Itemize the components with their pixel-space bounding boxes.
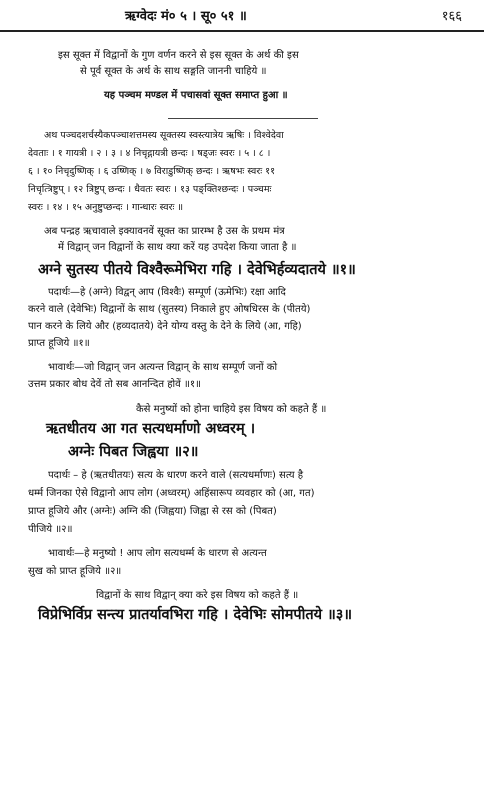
mantra-2-line-2: अग्नेः पिबत जिह्वया ॥२॥ — [68, 444, 199, 460]
topic-1-line-2: में विद्वान् जन विद्वानों के साथ क्या करें यह उपदेश किया जाता है ॥ — [58, 242, 297, 253]
sukta-meta-line-3: ६ । १० निचृदुष्णिक् । ६ उष्णिक् । ७ विराडुष्णिक् छन्दः । ऋषभः स्वरः ११ — [28, 166, 276, 177]
padartha-2-line-1: पदार्थः – हे (ऋतधीतयः) सत्य के धारण करने वाले (सत्यधर्माणः) सत्य है — [48, 470, 304, 481]
topic-3: विद्वानों के साथ विद्वान् क्या करे इस विषय को कहते हैं ॥ — [96, 590, 299, 601]
padartha-2-line-3: प्राप्त हूजिये और (अग्नेः) अग्नि की (जिह्वया) जिह्वा से रस को (पिबत) — [28, 506, 277, 517]
page-number: १६६ — [441, 9, 462, 24]
padartha-2-line-4: पीजिये ॥२॥ — [28, 524, 73, 535]
padartha-1-line-3: पान करने के लिये और (हव्यदातये) देने योग्य वस्तु के देने के लिये (आ, गहि) — [28, 321, 302, 332]
sukta-meta-line-4: निचृत्त्रिष्टुप् । १२ त्रिष्टुप् छन्दः । धैवतः स्वरः । १३ पङ्क्तिश्छन्दः । पञ्चमः — [28, 184, 272, 195]
padartha-1-line-4: प्राप्त हूजिये ॥१॥ — [28, 338, 90, 349]
topic-1-line-1: अब पन्द्रह ऋचावाले इक्यावनवें सूक्त का प्रारम्भ है उस के प्रथम मंत्र — [44, 226, 285, 237]
intro-line-1: इस सूक्त में विद्वानों के गुण वर्णन करने से इस सूक्त के अर्थ की इस — [58, 50, 299, 61]
sukta-meta-line-1: अथ पञ्चदशर्चस्यैकपञ्चाशत्तमस्य सूक्तस्य स्वस्त्यात्रेय ऋषिः । विश्वेदेवा — [44, 130, 284, 141]
intro-line-2: से पूर्व सूक्त के अर्थ के साथ सङ्गति जाननी चाहिये ॥ — [80, 66, 267, 77]
padartha-2-line-2: धर्म्म जिनका ऐसे विद्वानो आप लोग (अध्वरम्) अहिंसारूप व्यवहार को (आ, गत) — [28, 488, 315, 499]
bhavartha-1-line-2: उत्तम प्रकार बोध देवें तो सब आनन्दित होवें ॥१॥ — [28, 379, 202, 390]
bhavartha-2-line-2: सुख को प्राप्त हूजिये ॥२॥ — [28, 566, 122, 577]
bhavartha-1-line-1: भावार्थः—जो विद्वान् जन अत्यन्त विद्वान् के साथ सम्पूर्ण जनों को — [48, 362, 278, 373]
sukta-meta-line-2: देवताः । १ गायत्री । २ । ३ । ४ निचृद्गायत्री छन्दः । षड्जः स्वरः । ५ । ८ । — [28, 148, 271, 159]
section-divider — [168, 118, 318, 119]
mantra-2-line-1: ऋतधीतय आ गत सत्यधर्माणो अध्वरम् । — [46, 421, 256, 437]
sukta-meta-line-5: स्वरः । १४ । १५ अनुष्टुप्छन्दः । गान्धारः स्वरः ॥ — [28, 202, 184, 213]
sukta-closing-note: यह पञ्चम मण्डल में पचासवां सूक्त समाप्त हुआ ॥ — [104, 90, 288, 101]
topic-2: कैसे मनुष्यों को होना चाहिये इस विषय को कहते हैं ॥ — [136, 404, 327, 415]
bhavartha-2-line-1: भावार्थः—हे मनुष्यो ! आप लोग सत्यधर्म्म के धारण से अत्यन्त — [48, 548, 267, 559]
running-title: ऋग्वेदः मं० ५ । सू० ५१ ॥ — [125, 9, 247, 24]
padartha-1-line-2: करने वाले (देवेभिः) विद्वानों के साथ (सुतस्य) निकाले हुए ओषधिरस के (पीतये) — [28, 304, 311, 315]
mantra-1: अग्ने सुतस्य पीतये विश्वैरूमेभिरा गहि । देवेभिर्हव्यदातये ॥१॥ — [38, 262, 356, 278]
padartha-1-line-1: पदार्थः—हे (अग्ने) विद्वन् आप (विश्वैः) सम्पूर्ण (ऊमेभिः) रक्षा आदि — [48, 287, 286, 298]
page-header — [0, 4, 484, 32]
mantra-3: विप्रेभिर्विप्र सन्त्य प्रातर्यावभिरा गहि । देवेभिः सोमपीतये ॥३॥ — [38, 607, 353, 623]
